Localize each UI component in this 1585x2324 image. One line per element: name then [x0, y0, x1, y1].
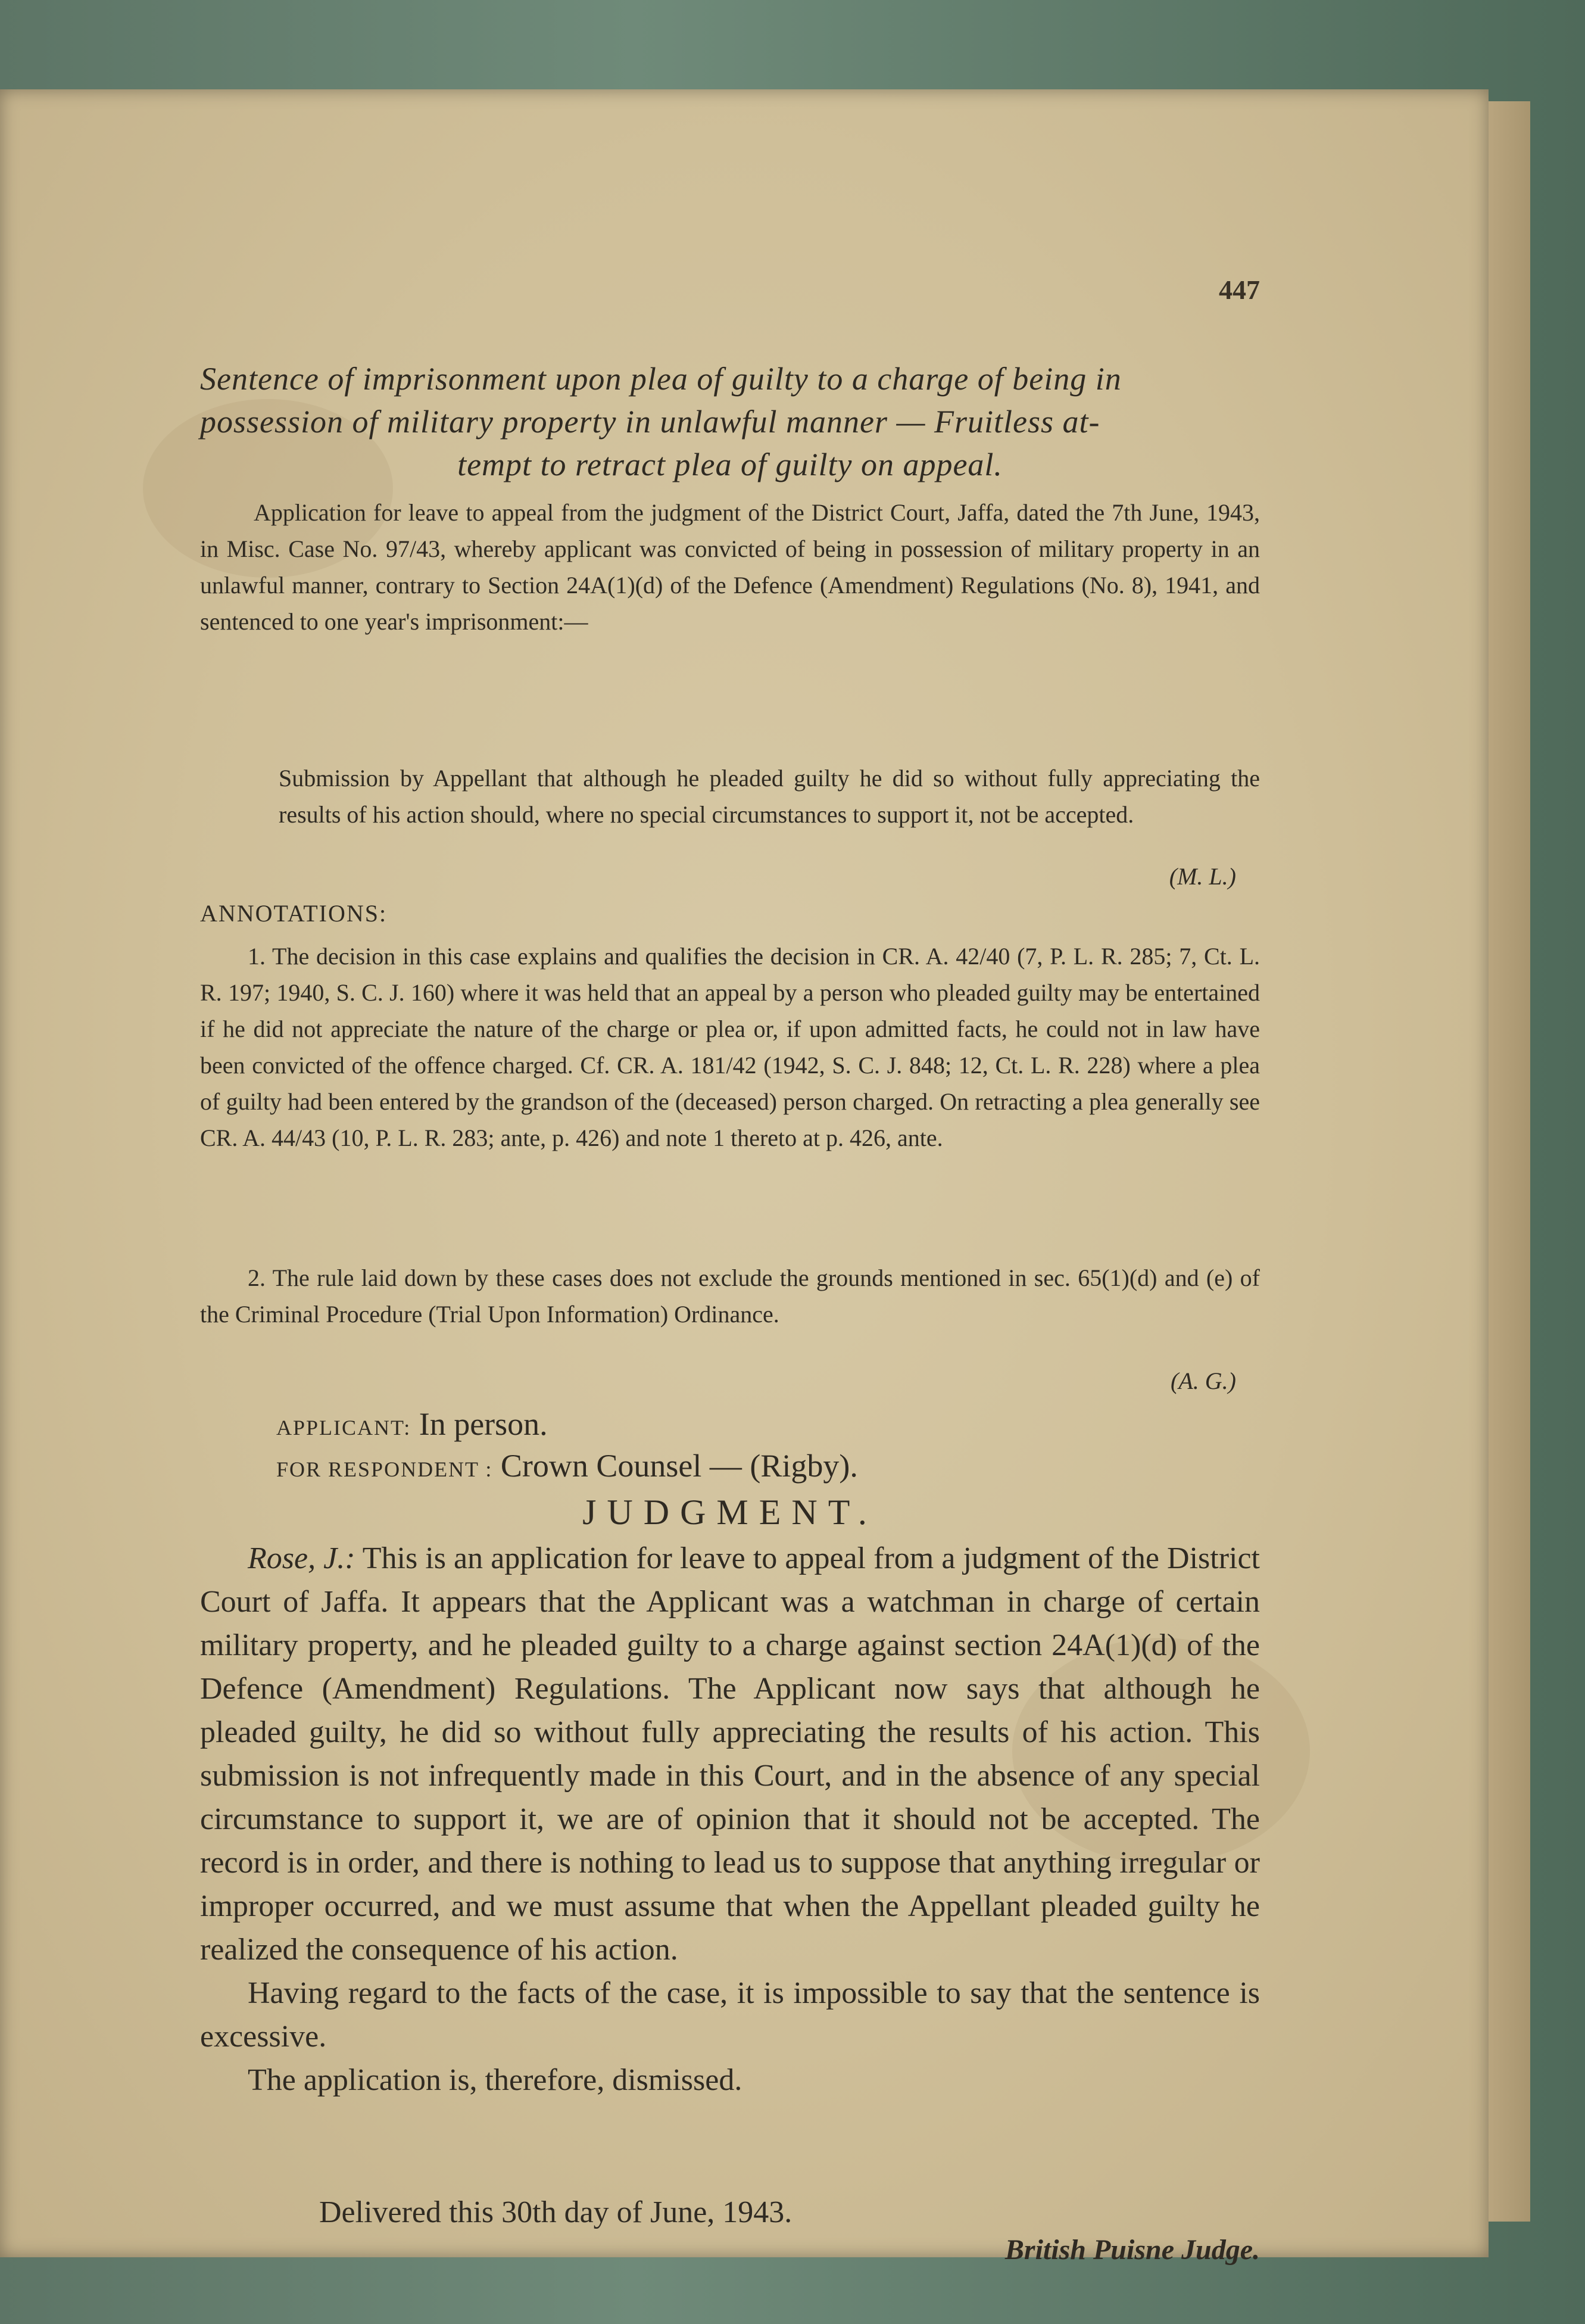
counsel-applicant — [276, 1406, 548, 1443]
annotation-initials: (A. G.) — [1171, 1367, 1236, 1394]
judgment-paragraph: The application is, therefore, dismissed. — [248, 2063, 742, 2097]
book-page — [0, 89, 1489, 2266]
counsel-respondent — [276, 1447, 858, 1484]
headnote-line: Sentence of imprisonment upon plea of guilty to a charge of being in — [200, 361, 1122, 397]
judgment-body — [200, 1537, 1260, 2102]
annotation-note: 2. The rule laid down by these cases does not exclude the grounds mentioned in sec. 65(1)(d) and (e) of the Criminal Procedure (Trial Upon Information) Ordinance. — [200, 1264, 1260, 1328]
annotation-note: 1. The decision in this case explains and qualifies the decision in CR. A. 42/40 (7, P. L. R. 285; 7, Ct. L. R. 197; 1940, S. C. J. 160) where it was held that an appeal by a person who pleaded guilty may be entertained if he did not appreciate the nature of the charge or plea or, if upon admitted facts, he could not in law have been convicted of the offence charged. Cf. CR. A. 181/42 (1942, S. C. J. 848; 12, Ct. L. R. 228) where a plea of guilty had been entered by the grandson of the (deceased) person charged. On retracting a plea generally see CR. A. 44/43 (10, P. L. R. 283; ante, p. 426) and note 1 thereto at p. 426, ante. — [200, 943, 1260, 1151]
counsel-label: APPLICANT: — [276, 1416, 411, 1440]
judge-signature: British Puisne Judge. — [1004, 2234, 1260, 2266]
headnote-line: possession of military property in unlawful manner — Fruitless at- — [200, 404, 1100, 440]
counsel-value: In person. — [419, 1406, 548, 1442]
judgment-paragraph — [200, 1537, 1260, 1971]
page-edge — [1489, 101, 1530, 2222]
page-number: 447 — [1219, 275, 1260, 305]
annotations-title: ANNOTATIONS: — [200, 900, 388, 927]
judge-name: Rose, J.: — [248, 1541, 355, 1575]
counsel-label: FOR RESPONDENT : — [276, 1457, 493, 1481]
case-facts: Application for leave to appeal from the judgment of the District Court, Jaffa, dated the 7th June, 1943, in Misc. Case No. 97/43, whereby applicant was convicted of being in possession of military property in an unlawful manner, contrary to Section 24A(1)(d) of the Defence (Amendment) Regulations (No. 8), 1941, and sentenced to one year's imprisonment:— — [200, 499, 1260, 635]
counsel-value: Crown Counsel — (Rigby). — [500, 1448, 858, 1484]
case-holding: Submission by Appellant that although he pleaded guilty he did so without fully appreciating the results of his action should, where no special circumstances to support it, not be accepted. — [279, 765, 1260, 828]
judgment-title: JUDGMENT. — [582, 1493, 878, 1532]
holding-initials: (M. L.) — [1169, 863, 1236, 890]
delivered-date: Delivered this 30th day of June, 1943. — [319, 2195, 792, 2229]
paragraph-text: This is an application for leave to appeal from a judgment of the District Court of Jaffa. It appears that the Applicant was a watchman in charge of certain military property, and he pleaded guilty to a charge against section 24A(1)(d) of the Defence (Amendment) Regulations. The Applicant now says that although he pleaded guilty, he did so without fully appreciating the results of his action. This submission is not infrequently made in this Court, and in the absence of any special circumstance to support it, we are of opinion that it should not be accepted. The record is in order, and there is nothing to lead us to suppose that anything irregular or improper occurred, and we must assume that when the Appellant pleaded guilty he realized the consequence of his action. — [200, 1541, 1260, 1967]
headnote-line: tempt to retract plea of guilty on appeal. — [457, 447, 1003, 482]
headnote — [200, 357, 1260, 486]
judgment-paragraph: Having regard to the facts of the case, it is impossible to say that the sentence is excessive. — [200, 1976, 1260, 2054]
